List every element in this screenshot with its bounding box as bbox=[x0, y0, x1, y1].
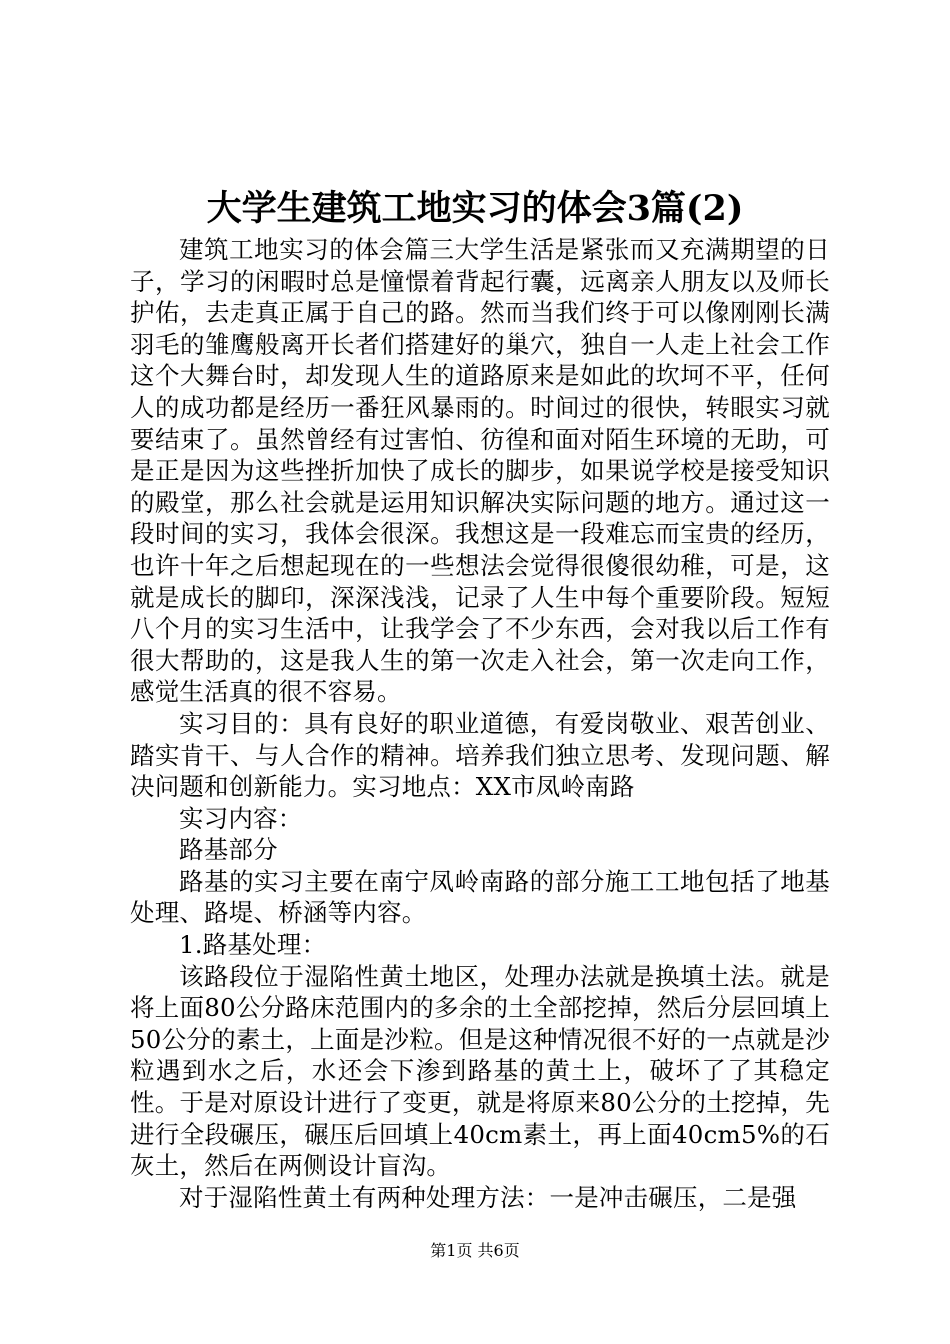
paragraph-section-1-heading: 1.路基处理： bbox=[179, 930, 327, 960]
page-footer: 第1页 共6页 bbox=[430, 1241, 520, 1260]
paragraph-roadbed-heading: 路基部分 bbox=[179, 835, 278, 865]
paragraph-loess-methods: 对于湿陷性黄土有两种处理方法：一是冲击碾压，二是强 bbox=[179, 1182, 797, 1212]
page-title: 大学生建筑工地实习的体会3篇(2) bbox=[206, 188, 744, 229]
paragraph-roadbed-intro: 路基的实习主要在南宁凤岭南路的部分施工工地包括了地基处理、路堤、桥涵等内容。 bbox=[130, 866, 830, 928]
paragraph-purpose: 实习目的：具有良好的职业道德，有爱岗敬业、艰苦创业、踏实肯干、与人合作的精神。培养我们独立思考、发现问题、解决问题和创新能力。实习地点：XX市凤岭南路 bbox=[130, 708, 830, 802]
paragraph-roadbed-treatment: 该路段位于湿陷性黄土地区，处理办法就是换填土法。就是将上面80公分路床范围内的多余的土全部挖掉，然后分层回填上50公分的素土，上面是沙粒。但是这种情况很不好的一点就是沙粒遇到水之后，水还会下渗到路基的黄土上，破坏了了其稳定性。于是对原设计进行了变更，就是将原来80公分的土挖掉，先进行全段碾压，碾压后回填上40cm素土，再上面40cm5%的石灰土，然后在两侧设计盲沟。 bbox=[130, 961, 830, 1181]
paragraph-intro: 建筑工地实习的体会篇三大学生活是紧张而又充满期望的日子，学习的闲暇时总是憧憬着背起行囊，远离亲人朋友以及师长护佑，去走真正属于自己的路。然而当我们终于可以像刚刚长满羽毛的雏鹰般离开长者们搭建好的巢穴，独自一人走上社会工作这个大舞台时，却发现人生的道路原来是如此的坎坷不平，任何人的成功都是经历一番狂风暴雨的。时间过的很快，转眼实习就要结束了。虽然曾经有过害怕、彷徨和面对陌生环境的无助，可是正是因为这些挫折加快了成长的脚步，如果说学校是接受知识的殿堂，那么社会就是运用知识解决实际问题的地方。通过这一段时间的实习，我体会很深。我想这是一段难忘而宝贵的经历，也许十年之后想起现在的一些想法会觉得很傻很幼稚，可是，这就是成长的脚印，深深浅浅，记录了人生中每个重要阶段。短短八个月的实习生活中，让我学会了不少东西，会对我以后工作有很大帮助的，这是我人生的第一次走入社会，第一次走向工作，感觉生活真的很不容易。 bbox=[130, 235, 830, 707]
document-body bbox=[130, 234, 830, 1213]
paragraph-content-heading: 实习内容： bbox=[179, 803, 303, 833]
